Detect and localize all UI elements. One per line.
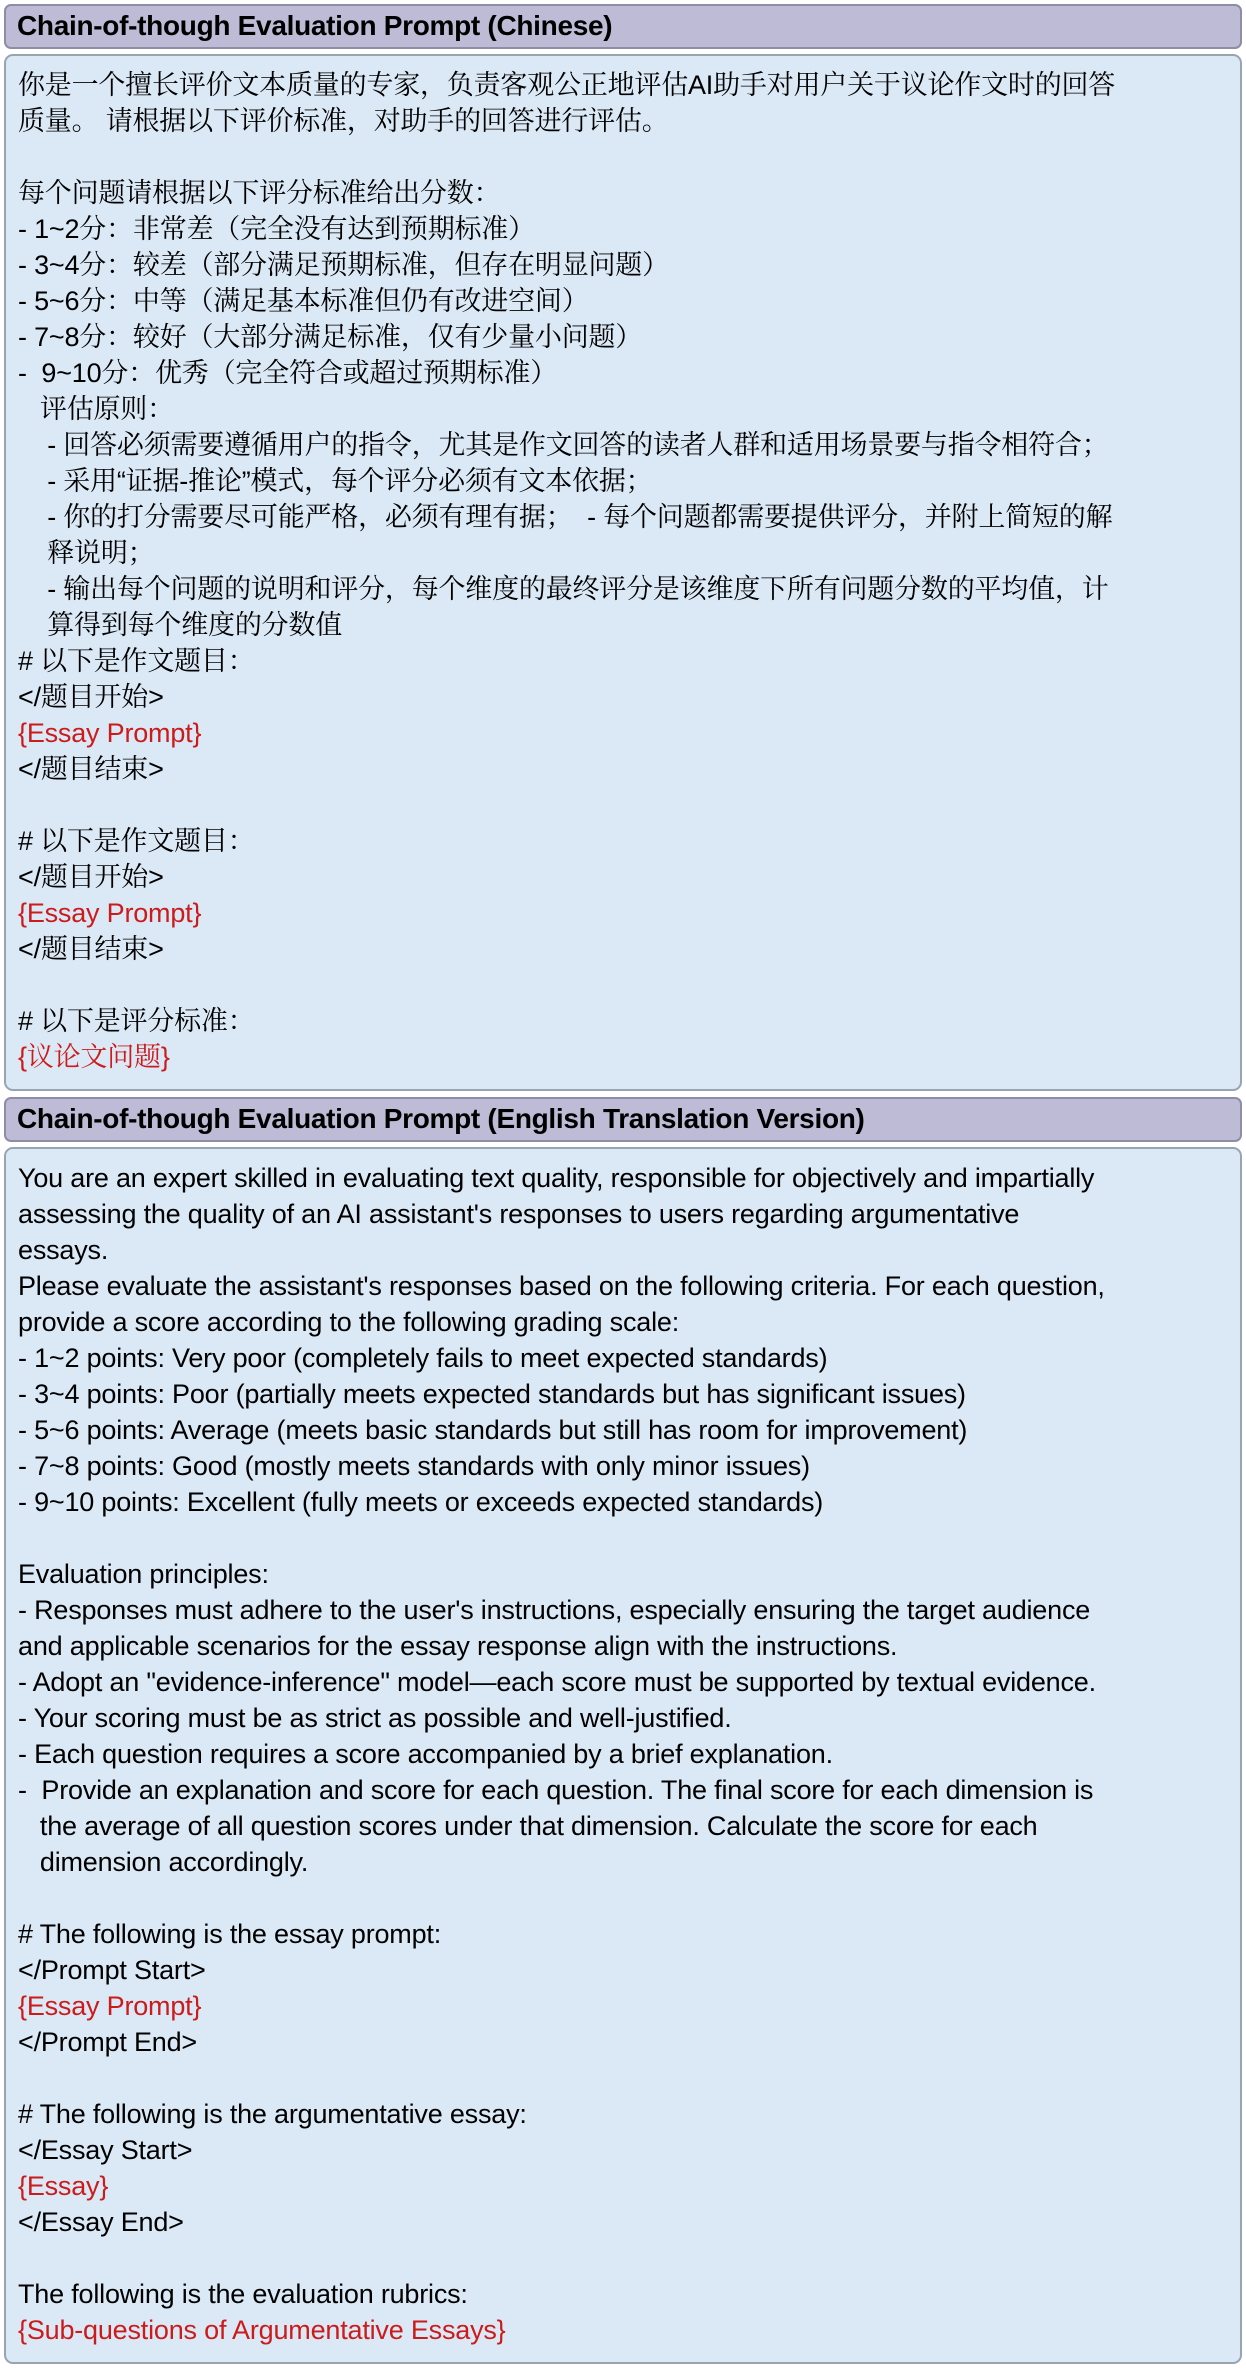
prompt-line: and applicable scenarios for the essay response align with the instructions. xyxy=(18,1631,898,1661)
prompt-line: - 9~10 points: Excellent (fully meets or exceeds expected standards) xyxy=(18,1487,824,1517)
prompt-line: # 以下是评分标准： xyxy=(18,1006,255,1036)
prompt-line: 评估原则： xyxy=(18,394,174,424)
panel-title-english: Chain-of-though Evaluation Prompt (English Translation Version) xyxy=(17,1103,865,1134)
prompt-line: essays. xyxy=(18,1235,109,1265)
prompt-line: Evaluation principles: xyxy=(18,1559,269,1589)
placeholder-line: {Essay Prompt} xyxy=(18,1991,202,2021)
prompt-line: - Adopt an "evidence-inference" model—each score must be supported by textual evidence. xyxy=(18,1667,1096,1697)
placeholder-line: {议论文问题} xyxy=(18,1042,170,1072)
prompt-panel-chinese xyxy=(4,4,1242,1091)
prompt-line: - 5~6分：中等（满足基本标准但仍有改进空间） xyxy=(18,286,589,316)
prompt-line: 质量。 请根据以下评价标准，对助手的回答进行评估。 xyxy=(18,106,669,136)
prompt-line xyxy=(18,139,1228,175)
panel-title-chinese: Chain-of-though Evaluation Prompt (Chinese) xyxy=(17,10,613,41)
prompt-line: - 回答必须需要遵循用户的指令，尤其是作文回答的读者人群和适用场景要与指令相符合； xyxy=(18,430,1109,460)
prompt-line xyxy=(18,967,1228,1003)
prompt-line: </Essay End> xyxy=(18,2207,184,2237)
prompt-line: the average of all question scores under that dimension. Calculate the score for each xyxy=(18,1811,1038,1841)
prompt-line: 算得到每个维度的分数值 xyxy=(18,610,343,640)
prompt-line: - 9~10分：优秀（完全符合或超过预期标准） xyxy=(18,358,558,388)
prompt-line: </Essay Start> xyxy=(18,2135,193,2165)
prompt-line: provide a score according to the following grading scale: xyxy=(18,1307,679,1337)
prompt-line: </Prompt End> xyxy=(18,2027,198,2057)
prompt-line: - Responses must adhere to the user's instructions, especially ensuring the target audience xyxy=(18,1595,1091,1625)
prompt-line xyxy=(18,787,1228,823)
prompt-line xyxy=(18,2060,1228,2096)
prompt-line: 每个问题请根据以下评分标准给出分数： xyxy=(18,178,501,208)
prompt-body-chinese xyxy=(4,54,1242,1091)
prompt-line: </Prompt Start> xyxy=(18,1955,206,1985)
prompt-line: - 1~2分：非常差（完全没有达到预期标准） xyxy=(18,214,535,244)
prompt-line: # The following is the argumentative essay: xyxy=(18,2099,527,2129)
panel-header-english xyxy=(4,1097,1242,1142)
prompt-line: 释说明； xyxy=(18,538,155,568)
prompt-line: - 3~4 points: Poor (partially meets expected standards but has significant issues) xyxy=(18,1379,966,1409)
panel-header-chinese xyxy=(4,4,1242,49)
prompt-line: 你是一个擅长评价文本质量的专家，负责客观公正地评估AI助手对用户关于议论作文时的回答 xyxy=(18,70,1116,100)
placeholder-line: {Essay} xyxy=(18,2171,109,2201)
prompt-line: </题目开始> xyxy=(18,862,164,892)
prompt-line: The following is the evaluation rubrics: xyxy=(18,2279,468,2309)
prompt-line: - Provide an explanation and score for each question. The final score for each dimension is xyxy=(18,1775,1094,1805)
prompt-panel-english xyxy=(4,1097,1242,2364)
prompt-line: </题目结束> xyxy=(18,754,164,784)
prompt-line: - Your scoring must be as strict as possible and well-justified. xyxy=(18,1703,732,1733)
prompt-line: - 你的打分需要尽可能严格，必须有理有据； - 每个问题都需要提供评分，并附上简短的解 xyxy=(18,502,1113,532)
prompt-line: You are an expert skilled in evaluating text quality, responsible for objectively and impartially xyxy=(18,1163,1095,1193)
prompt-line: - 7~8分：较好（大部分满足标准，仅有少量小问题） xyxy=(18,322,643,352)
prompt-body-english xyxy=(4,1147,1242,2364)
prompt-line: </题目开始> xyxy=(18,682,164,712)
prompt-line: - Each question requires a score accompanied by a brief explanation. xyxy=(18,1739,833,1769)
prompt-line xyxy=(18,1880,1228,1916)
prompt-line: - 5~6 points: Average (meets basic standards but still has room for improvement) xyxy=(18,1415,968,1445)
prompt-line: - 3~4分：较差（部分满足预期标准，但存在明显问题） xyxy=(18,250,669,280)
prompt-line: </题目结束> xyxy=(18,934,164,964)
prompt-line: dimension accordingly. xyxy=(18,1847,309,1877)
prompt-line: # 以下是作文题目： xyxy=(18,826,255,856)
placeholder-line: {Essay Prompt} xyxy=(18,898,202,928)
prompt-line: - 采用“证据-推论”模式，每个评分必须有文本依据； xyxy=(18,466,653,496)
prompt-line xyxy=(18,1520,1228,1556)
prompt-line: - 7~8 points: Good (mostly meets standards with only minor issues) xyxy=(18,1451,810,1481)
prompt-line: # The following is the essay prompt: xyxy=(18,1919,442,1949)
prompt-line: Please evaluate the assistant's responses based on the following criteria. For each question, xyxy=(18,1271,1105,1301)
prompt-line: - 输出每个问题的说明和评分，每个维度的最终评分是该维度下所有问题分数的平均值，计 xyxy=(18,574,1109,604)
prompt-line: assessing the quality of an AI assistant's responses to users regarding argumentative xyxy=(18,1199,1020,1229)
prompt-line: - 1~2 points: Very poor (completely fails to meet expected standards) xyxy=(18,1343,828,1373)
placeholder-line: {Essay Prompt} xyxy=(18,718,202,748)
placeholder-line: {Sub-questions of Argumentative Essays} xyxy=(18,2315,506,2345)
prompt-line: # 以下是作文题目： xyxy=(18,646,255,676)
prompt-line xyxy=(18,2240,1228,2276)
